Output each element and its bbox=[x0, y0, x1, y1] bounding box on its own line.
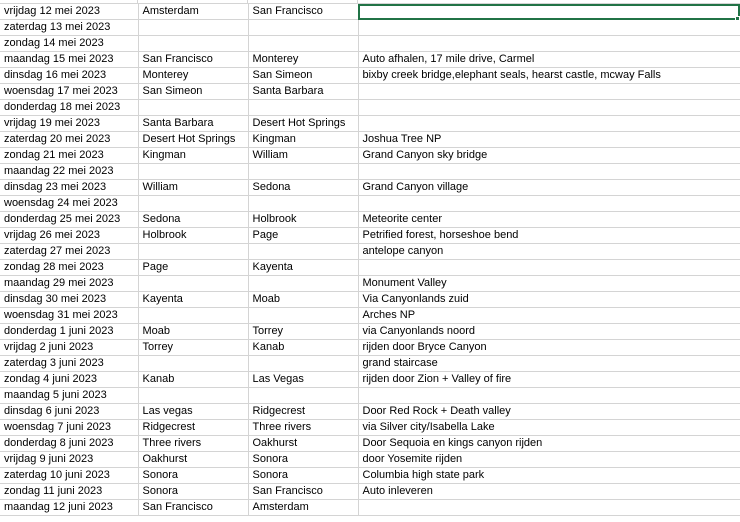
cell-date[interactable]: vrijdag 26 mei 2023 bbox=[0, 228, 138, 244]
cell-notes[interactable] bbox=[358, 260, 740, 276]
cell-notes[interactable]: rijden door Zion + Valley of fire bbox=[358, 372, 740, 388]
cell-date[interactable]: donderdag 18 mei 2023 bbox=[0, 100, 138, 116]
cell-date[interactable]: vrijdag 12 mei 2023 bbox=[0, 4, 138, 20]
cell-date[interactable]: zaterdag 10 juni 2023 bbox=[0, 468, 138, 484]
table-row bbox=[0, 244, 740, 260]
cell-notes[interactable] bbox=[358, 4, 740, 20]
cell-notes[interactable] bbox=[358, 388, 740, 404]
cell-to[interactable]: San Francisco bbox=[248, 484, 358, 500]
cell-notes[interactable]: Meteorite center bbox=[358, 212, 740, 228]
cell-to[interactable]: Holbrook bbox=[248, 212, 358, 228]
cell-from[interactable]: Three rivers bbox=[138, 436, 248, 452]
table-row bbox=[0, 100, 740, 116]
cell-from[interactable] bbox=[138, 20, 248, 36]
cell-date[interactable]: maandag 15 mei 2023 bbox=[0, 52, 138, 68]
cell-notes[interactable] bbox=[358, 36, 740, 52]
cell-notes[interactable] bbox=[358, 500, 740, 516]
cell-from[interactable] bbox=[138, 356, 248, 372]
cell-notes[interactable]: antelope canyon bbox=[358, 244, 740, 260]
table-row bbox=[0, 180, 740, 196]
table-row bbox=[0, 196, 740, 212]
table-row bbox=[0, 148, 740, 164]
cell-from[interactable]: William bbox=[138, 180, 248, 196]
table-row bbox=[0, 68, 740, 84]
cell-date[interactable]: donderdag 25 mei 2023 bbox=[0, 212, 138, 228]
table-row bbox=[0, 116, 740, 132]
cell-from[interactable]: Desert Hot Springs bbox=[138, 132, 248, 148]
table-row bbox=[0, 484, 740, 500]
cell-from[interactable]: Kingman bbox=[138, 148, 248, 164]
table-row bbox=[0, 260, 740, 276]
table-row bbox=[0, 228, 740, 244]
cell-notes[interactable] bbox=[358, 116, 740, 132]
cell-to[interactable]: San Simeon bbox=[248, 68, 358, 84]
cell-to[interactable]: Amsterdam bbox=[248, 500, 358, 516]
cell-notes[interactable]: Auto afhalen, 17 mile drive, Carmel bbox=[358, 52, 740, 68]
cell-date[interactable]: zondag 21 mei 2023 bbox=[0, 148, 138, 164]
cell-notes[interactable] bbox=[358, 164, 740, 180]
cell-from[interactable]: Holbrook bbox=[138, 228, 248, 244]
cell-date[interactable]: woensdag 7 juni 2023 bbox=[0, 420, 138, 436]
cell-date[interactable]: dinsdag 23 mei 2023 bbox=[0, 180, 138, 196]
cell-to[interactable] bbox=[248, 356, 358, 372]
cell-date[interactable]: dinsdag 30 mei 2023 bbox=[0, 292, 138, 308]
cell-date[interactable]: donderdag 8 juni 2023 bbox=[0, 436, 138, 452]
cell-to[interactable] bbox=[248, 36, 358, 52]
cell-notes[interactable] bbox=[358, 20, 740, 36]
cell-date[interactable]: zondag 11 juni 2023 bbox=[0, 484, 138, 500]
cell-date[interactable]: maandag 29 mei 2023 bbox=[0, 276, 138, 292]
cell-from[interactable] bbox=[138, 36, 248, 52]
itinerary-table-body bbox=[0, 4, 740, 516]
table-row bbox=[0, 452, 740, 468]
cell-date[interactable]: woensdag 31 mei 2023 bbox=[0, 308, 138, 324]
cell-date[interactable]: vrijdag 2 juni 2023 bbox=[0, 340, 138, 356]
cell-from[interactable]: San Simeon bbox=[138, 84, 248, 100]
cell-to[interactable]: Kanab bbox=[248, 340, 358, 356]
cell-notes[interactable]: Grand Canyon sky bridge bbox=[358, 148, 740, 164]
cell-notes[interactable] bbox=[358, 100, 740, 116]
cell-from[interactable]: San Francisco bbox=[138, 500, 248, 516]
cell-date[interactable]: maandag 22 mei 2023 bbox=[0, 164, 138, 180]
cell-from[interactable]: San Francisco bbox=[138, 52, 248, 68]
cell-from[interactable]: Santa Barbara bbox=[138, 116, 248, 132]
cell-notes[interactable]: Monument Valley bbox=[358, 276, 740, 292]
cell-to[interactable] bbox=[248, 164, 358, 180]
cell-from[interactable]: Page bbox=[138, 260, 248, 276]
cell-date[interactable]: zaterdag 13 mei 2023 bbox=[0, 20, 138, 36]
cell-from[interactable]: Sonora bbox=[138, 468, 248, 484]
cell-notes[interactable]: Door Sequoia en kings canyon rijden bbox=[358, 436, 740, 452]
cell-from[interactable]: Monterey bbox=[138, 68, 248, 84]
cell-to[interactable] bbox=[248, 100, 358, 116]
cell-date[interactable]: zaterdag 27 mei 2023 bbox=[0, 244, 138, 260]
cell-from[interactable] bbox=[138, 308, 248, 324]
cell-from[interactable] bbox=[138, 244, 248, 260]
table-row bbox=[0, 308, 740, 324]
cell-from[interactable] bbox=[138, 388, 248, 404]
cell-to[interactable]: Sonora bbox=[248, 452, 358, 468]
cell-to[interactable]: Sonora bbox=[248, 468, 358, 484]
table-row bbox=[0, 324, 740, 340]
cell-to[interactable]: Kayenta bbox=[248, 260, 358, 276]
cell-to[interactable] bbox=[248, 276, 358, 292]
cell-to[interactable] bbox=[248, 20, 358, 36]
table-row bbox=[0, 36, 740, 52]
cell-to[interactable]: Torrey bbox=[248, 324, 358, 340]
cell-notes[interactable]: rijden door Bryce Canyon bbox=[358, 340, 740, 356]
cell-to[interactable] bbox=[248, 308, 358, 324]
cell-from[interactable] bbox=[138, 164, 248, 180]
cell-date[interactable]: zaterdag 20 mei 2023 bbox=[0, 132, 138, 148]
cell-to[interactable]: Monterey bbox=[248, 52, 358, 68]
cell-from[interactable] bbox=[138, 100, 248, 116]
cell-notes[interactable]: Arches NP bbox=[358, 308, 740, 324]
cell-notes[interactable]: bixby creek bridge,elephant seals, hearst castle, mcway Falls bbox=[358, 68, 740, 84]
cell-to[interactable]: Santa Barbara bbox=[248, 84, 358, 100]
cell-notes[interactable] bbox=[358, 84, 740, 100]
cell-from[interactable]: Sonora bbox=[138, 484, 248, 500]
cell-date[interactable]: vrijdag 19 mei 2023 bbox=[0, 116, 138, 132]
table-row bbox=[0, 356, 740, 372]
cell-from[interactable]: Kanab bbox=[138, 372, 248, 388]
cell-date[interactable]: dinsdag 16 mei 2023 bbox=[0, 68, 138, 84]
cell-to[interactable]: Page bbox=[248, 228, 358, 244]
cell-notes[interactable] bbox=[358, 196, 740, 212]
table-row bbox=[0, 436, 740, 452]
cell-from[interactable]: Torrey bbox=[138, 340, 248, 356]
cell-from[interactable]: Kayenta bbox=[138, 292, 248, 308]
cell-notes[interactable]: Auto inleveren bbox=[358, 484, 740, 500]
cell-date[interactable]: woensdag 24 mei 2023 bbox=[0, 196, 138, 212]
table-row bbox=[0, 420, 740, 436]
cell-from[interactable]: Amsterdam bbox=[138, 4, 248, 20]
table-row bbox=[0, 468, 740, 484]
cell-date[interactable]: dinsdag 6 juni 2023 bbox=[0, 404, 138, 420]
table-row bbox=[0, 212, 740, 228]
cell-notes[interactable]: Grand Canyon village bbox=[358, 180, 740, 196]
cell-notes[interactable]: Petrified forest, horseshoe bend bbox=[358, 228, 740, 244]
cell-date[interactable]: zondag 14 mei 2023 bbox=[0, 36, 138, 52]
table-row bbox=[0, 388, 740, 404]
cell-from[interactable] bbox=[138, 276, 248, 292]
cell-to[interactable]: Las Vegas bbox=[248, 372, 358, 388]
table-row bbox=[0, 84, 740, 100]
table-row bbox=[0, 4, 740, 20]
table-row bbox=[0, 340, 740, 356]
cell-date[interactable]: donderdag 1 juni 2023 bbox=[0, 324, 138, 340]
cell-to[interactable]: Ridgecrest bbox=[248, 404, 358, 420]
cell-notes[interactable]: door Yosemite rijden bbox=[358, 452, 740, 468]
cell-notes[interactable]: Via Canyonlands zuid bbox=[358, 292, 740, 308]
cell-date[interactable]: maandag 5 juni 2023 bbox=[0, 388, 138, 404]
cell-from[interactable]: Las vegas bbox=[138, 404, 248, 420]
cell-from[interactable] bbox=[138, 196, 248, 212]
itinerary-table bbox=[0, 4, 740, 516]
table-row bbox=[0, 292, 740, 308]
cell-to[interactable] bbox=[248, 244, 358, 260]
cell-to[interactable] bbox=[248, 196, 358, 212]
table-row bbox=[0, 20, 740, 36]
cell-date[interactable]: zondag 28 mei 2023 bbox=[0, 260, 138, 276]
table-row bbox=[0, 164, 740, 180]
cell-date[interactable]: maandag 12 juni 2023 bbox=[0, 500, 138, 516]
table-row bbox=[0, 372, 740, 388]
cell-date[interactable]: zondag 4 juni 2023 bbox=[0, 372, 138, 388]
cell-to[interactable]: Kingman bbox=[248, 132, 358, 148]
cell-notes[interactable]: grand staircase bbox=[358, 356, 740, 372]
cell-from[interactable]: Ridgecrest bbox=[138, 420, 248, 436]
table-row bbox=[0, 276, 740, 292]
cell-to[interactable]: Desert Hot Springs bbox=[248, 116, 358, 132]
cell-to[interactable]: Moab bbox=[248, 292, 358, 308]
table-row bbox=[0, 52, 740, 68]
cell-notes[interactable]: Door Red Rock + Death valley bbox=[358, 404, 740, 420]
cell-date[interactable]: vrijdag 9 juni 2023 bbox=[0, 452, 138, 468]
table-row bbox=[0, 500, 740, 516]
cell-from[interactable]: Sedona bbox=[138, 212, 248, 228]
fill-handle[interactable] bbox=[735, 16, 740, 21]
cell-notes[interactable]: via Silver city/Isabella Lake bbox=[358, 420, 740, 436]
cell-notes[interactable]: Columbia high state park bbox=[358, 468, 740, 484]
cell-to[interactable]: Sedona bbox=[248, 180, 358, 196]
cell-to[interactable]: Oakhurst bbox=[248, 436, 358, 452]
table-row bbox=[0, 404, 740, 420]
cell-to[interactable]: Three rivers bbox=[248, 420, 358, 436]
cell-notes[interactable]: Joshua Tree NP bbox=[358, 132, 740, 148]
cell-to[interactable] bbox=[248, 388, 358, 404]
cell-from[interactable]: Moab bbox=[138, 324, 248, 340]
cell-notes[interactable]: via Canyonlands noord bbox=[358, 324, 740, 340]
cell-date[interactable]: zaterdag 3 juni 2023 bbox=[0, 356, 138, 372]
cell-from[interactable]: Oakhurst bbox=[138, 452, 248, 468]
cell-to[interactable]: San Francisco bbox=[248, 4, 358, 20]
table-row bbox=[0, 132, 740, 148]
cell-date[interactable]: woensdag 17 mei 2023 bbox=[0, 84, 138, 100]
cell-to[interactable]: William bbox=[248, 148, 358, 164]
